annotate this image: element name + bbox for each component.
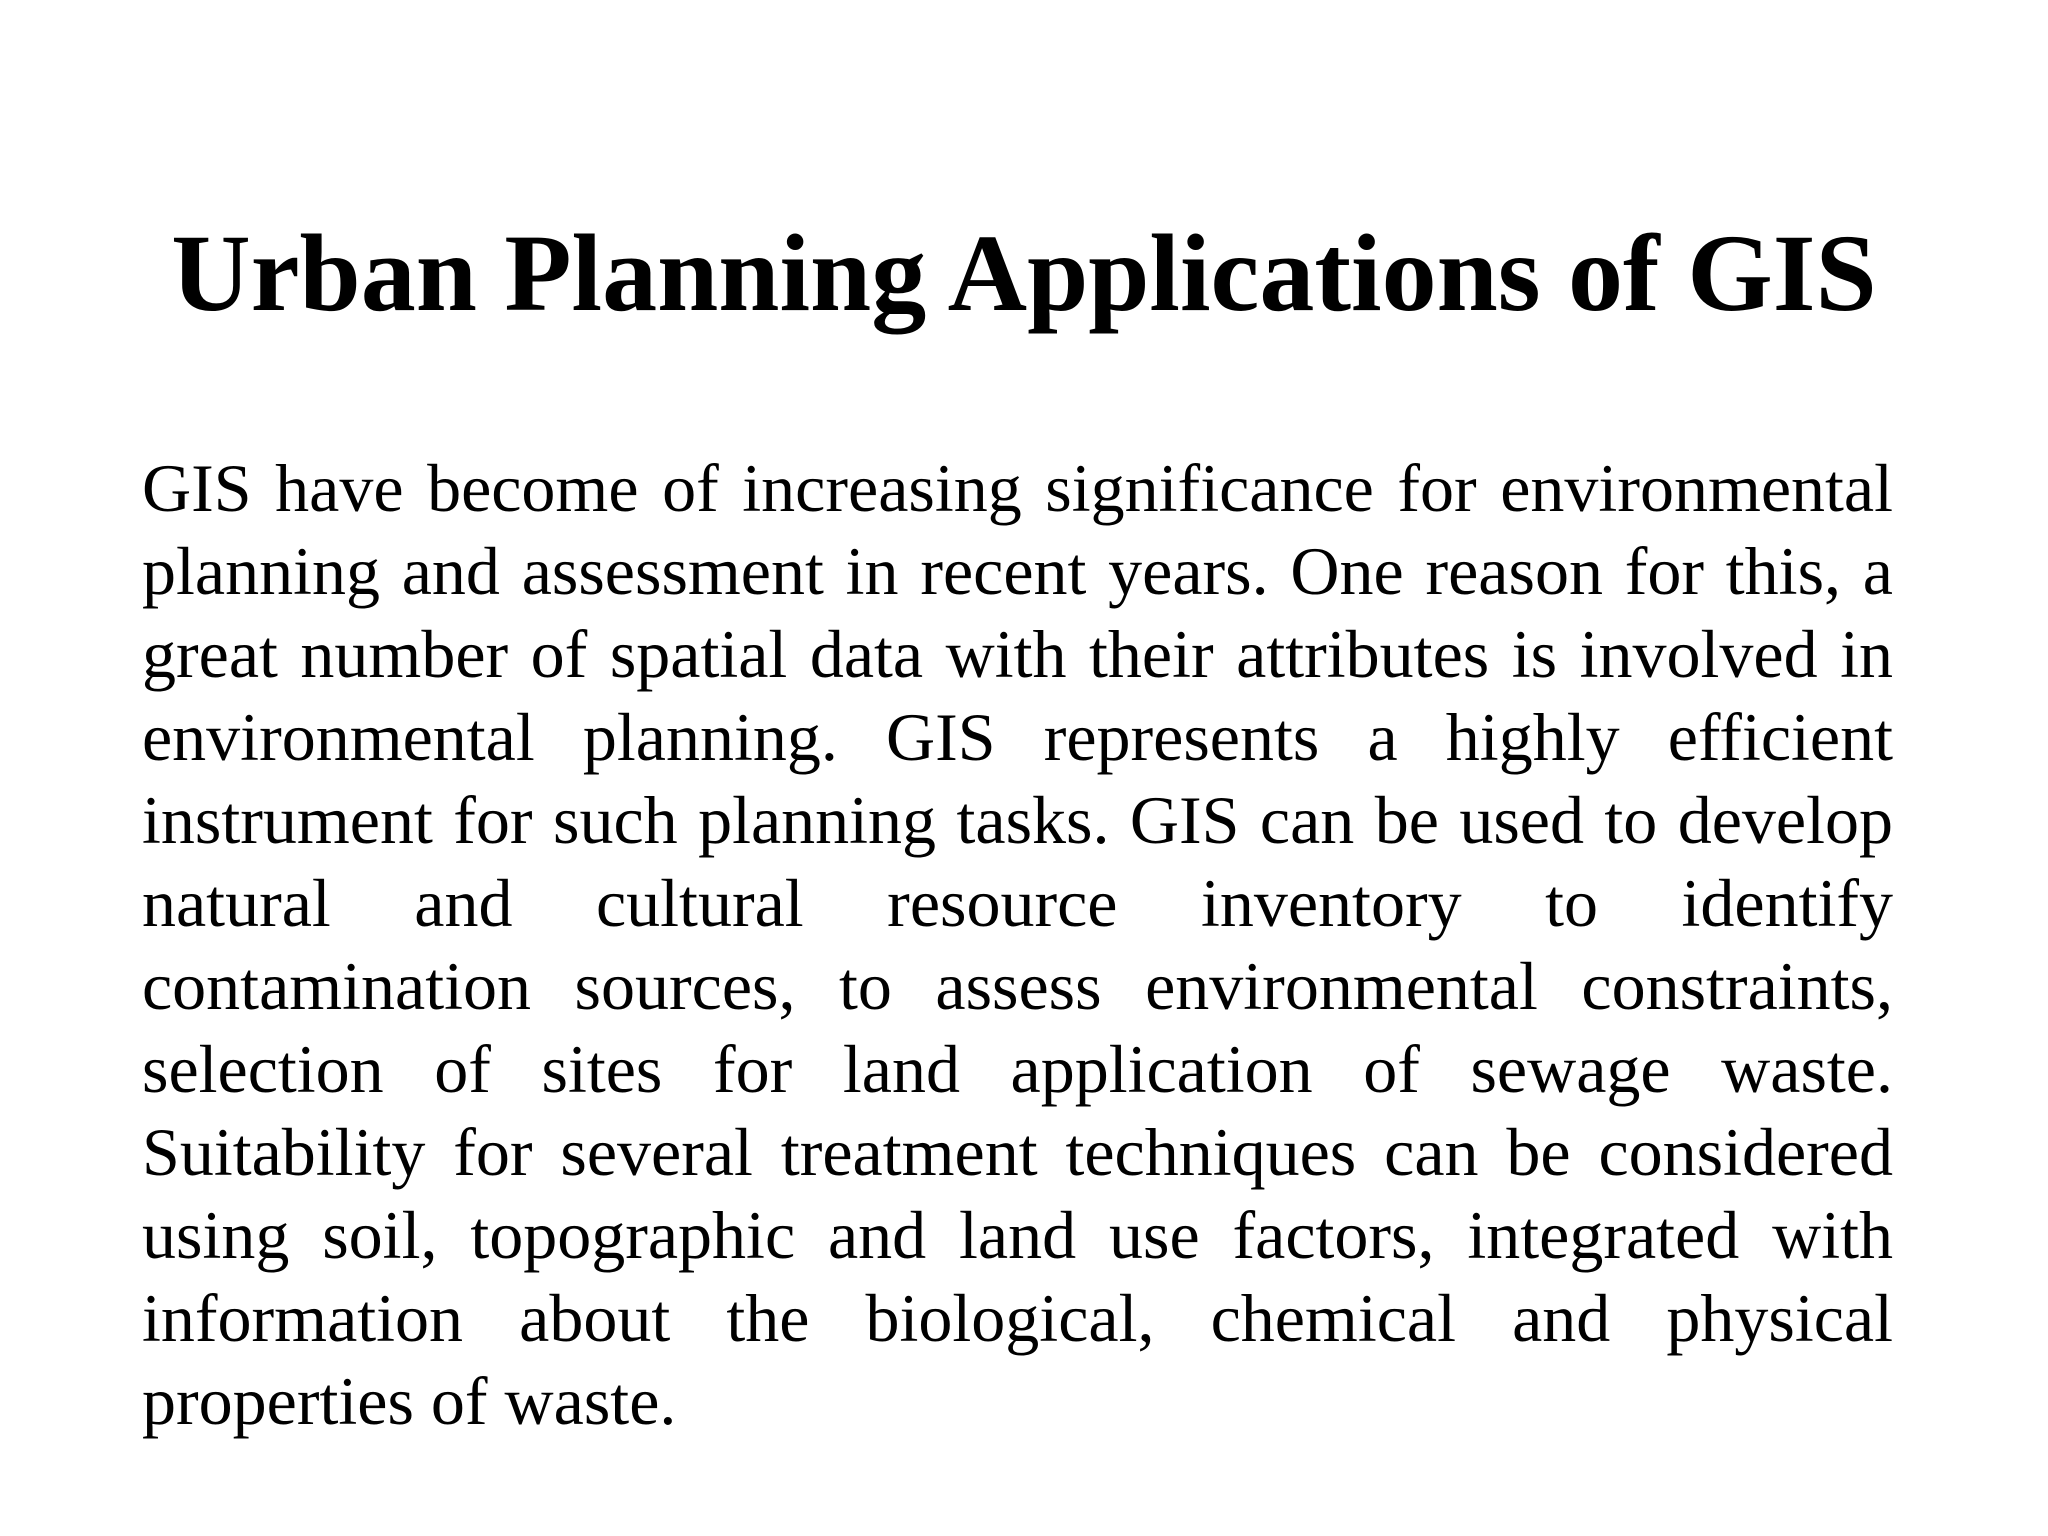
slide-body-text: GIS have become of increasing significance for environmental planning and assessment in recent years. One reason for this, a great number of spatial data with their attributes is involved in environmental planning. GIS represents a highly efficient instrument for such planning tasks. GIS can be used to develop natural and cultural resource inventory to identify contamination sources, to assess environmental constraints, selection of sites for land application of sewage waste. Suitability for several treatment techniques can be considered using soil, topographic and land use factors, integrated with information about the biological, chemical and physical properties of waste. — [142, 450, 1893, 1439]
slide-title: Urban Planning Applications of GIS — [171, 212, 1877, 334]
